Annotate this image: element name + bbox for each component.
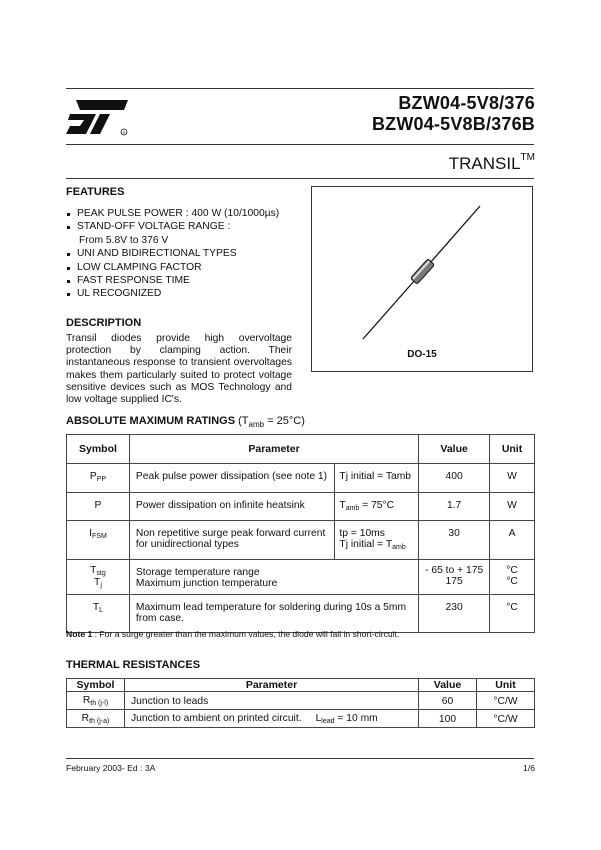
parameter-cell: Maximum lead temperature for soldering during 10s a 5mm from case. (129, 595, 418, 633)
table-row (67, 692, 535, 710)
table-row (67, 560, 535, 595)
parameter-cell: Storage temperature range Maximum junction temperature (129, 560, 418, 595)
col-unit: Unit (477, 679, 535, 692)
table-row (67, 710, 535, 728)
col-symbol: Symbol (67, 679, 125, 692)
symbol-cell: $I_{FSM}$ (67, 521, 130, 560)
footer-rule (66, 758, 534, 759)
features-list (66, 207, 306, 301)
unit-cell: °C (490, 595, 535, 633)
value-cell: 1.7 (419, 493, 490, 521)
symbol-cell: $T_{stg}$ $T_j$ (67, 560, 130, 595)
value-cell: 230 (419, 595, 490, 633)
unit-cell: W (490, 464, 535, 493)
table-row (67, 464, 535, 493)
symbol-cell: P (67, 493, 130, 521)
parameter-cell: Junction to leads (125, 692, 419, 710)
feature-subitem: From 5.8V to 376 V (79, 234, 169, 246)
feature-item: LOW CLAMPING FACTOR (66, 261, 306, 274)
unit-cell: A (490, 521, 535, 560)
package-box (311, 186, 533, 372)
feature-item: UL RECOGNIZED (66, 287, 306, 300)
value-cell: 400 (419, 464, 490, 493)
product-family: TRANSIL™ (448, 152, 535, 173)
top-rule (66, 88, 534, 89)
value-cell: 100 (419, 710, 477, 728)
col-unit: Unit (490, 435, 535, 464)
table-header-row (67, 679, 535, 692)
condition-cell: Tj initial = Tamb (335, 464, 419, 493)
unit-cell: °C/W (477, 710, 535, 728)
description-text: Transil diodes provide high overvoltage protection by clamping action. Their instantaneous response to transient overvoltages makes them particularly suited to protect voltage sensitive devices such as MOS Technology and low voltage supplied IC's. (66, 333, 292, 406)
parameter-cell: Power dissipation on infinite heatsink (129, 493, 335, 521)
do15-package-drawing (312, 187, 534, 373)
svg-text:R: R (122, 130, 126, 135)
value-cell: 30 (419, 521, 490, 560)
table-row (67, 595, 535, 633)
col-symbol: Symbol (67, 435, 130, 464)
symbol-cell: $R_{th (j-a)}$ (67, 710, 125, 728)
trademark: TM (520, 152, 535, 163)
part-number-2: BZW04-5V8B/376B (371, 114, 535, 134)
unit-cell: °C °C (490, 560, 535, 595)
symbol-cell: $R_{th (j-l)}$ (67, 692, 125, 710)
table-row (67, 493, 535, 521)
parameter-cell: Non repetitive surge peak forward current for unidirectional types (129, 521, 335, 560)
mid-rule (66, 144, 534, 145)
note-1: Note 1 : For a surge greater than the maximum values, the diode will fail in short-circuit. (66, 629, 400, 639)
feature-item: STAND-OFF VOLTAGE RANGE : From 5.8V to 376 V (66, 220, 306, 247)
col-parameter: Parameter (129, 435, 418, 464)
abs-max-table (66, 434, 535, 633)
features-title: FEATURES (66, 186, 125, 198)
unit-cell: °C/W (477, 692, 535, 710)
st-logo (66, 96, 130, 138)
package-label: DO-15 (407, 349, 437, 360)
parameter-cell: Junction to ambient on printed circuit. $L_{lead} = 10$ mm (125, 710, 419, 728)
thermal-table (66, 678, 535, 728)
feature-item: PEAK PULSE POWER : 400 W (10/1000µs) (66, 207, 306, 220)
parameter-cell: Peak pulse power dissipation (see note 1) (129, 464, 335, 493)
col-value: Value (419, 679, 477, 692)
description-title: DESCRIPTION (66, 317, 142, 329)
symbol-cell: $T_L$ (67, 595, 130, 633)
feature-item: FAST RESPONSE TIME (66, 274, 306, 287)
part-number-1: BZW04-5V8/376 (398, 93, 535, 113)
unit-cell: W (490, 493, 535, 521)
value-cell: - 65 to + 175 175 (419, 560, 490, 595)
section-rule (66, 178, 534, 179)
symbol-cell: $P_{PP}$ (67, 464, 130, 493)
col-parameter: Parameter (125, 679, 419, 692)
page-number: 1/6 (523, 763, 535, 773)
col-value: Value (419, 435, 490, 464)
condition-cell: $T_{amb} = 75^\circ C$ (335, 493, 419, 521)
value-cell: 60 (419, 692, 477, 710)
table-header-row (67, 435, 535, 464)
abs-max-title: ABSOLUTE MAXIMUM RATINGS $(T_{amb} = 25^\circ C)$ (66, 415, 305, 430)
condition-cell: tp = 10ms Tj initial = $T_{amb}$ (335, 521, 419, 560)
feature-item: UNI AND BIDIRECTIONAL TYPES (66, 247, 306, 260)
thermal-title: THERMAL RESISTANCES (66, 659, 201, 671)
table-row (67, 521, 535, 560)
footer-date: February 2003- Ed : 3A (66, 763, 156, 773)
